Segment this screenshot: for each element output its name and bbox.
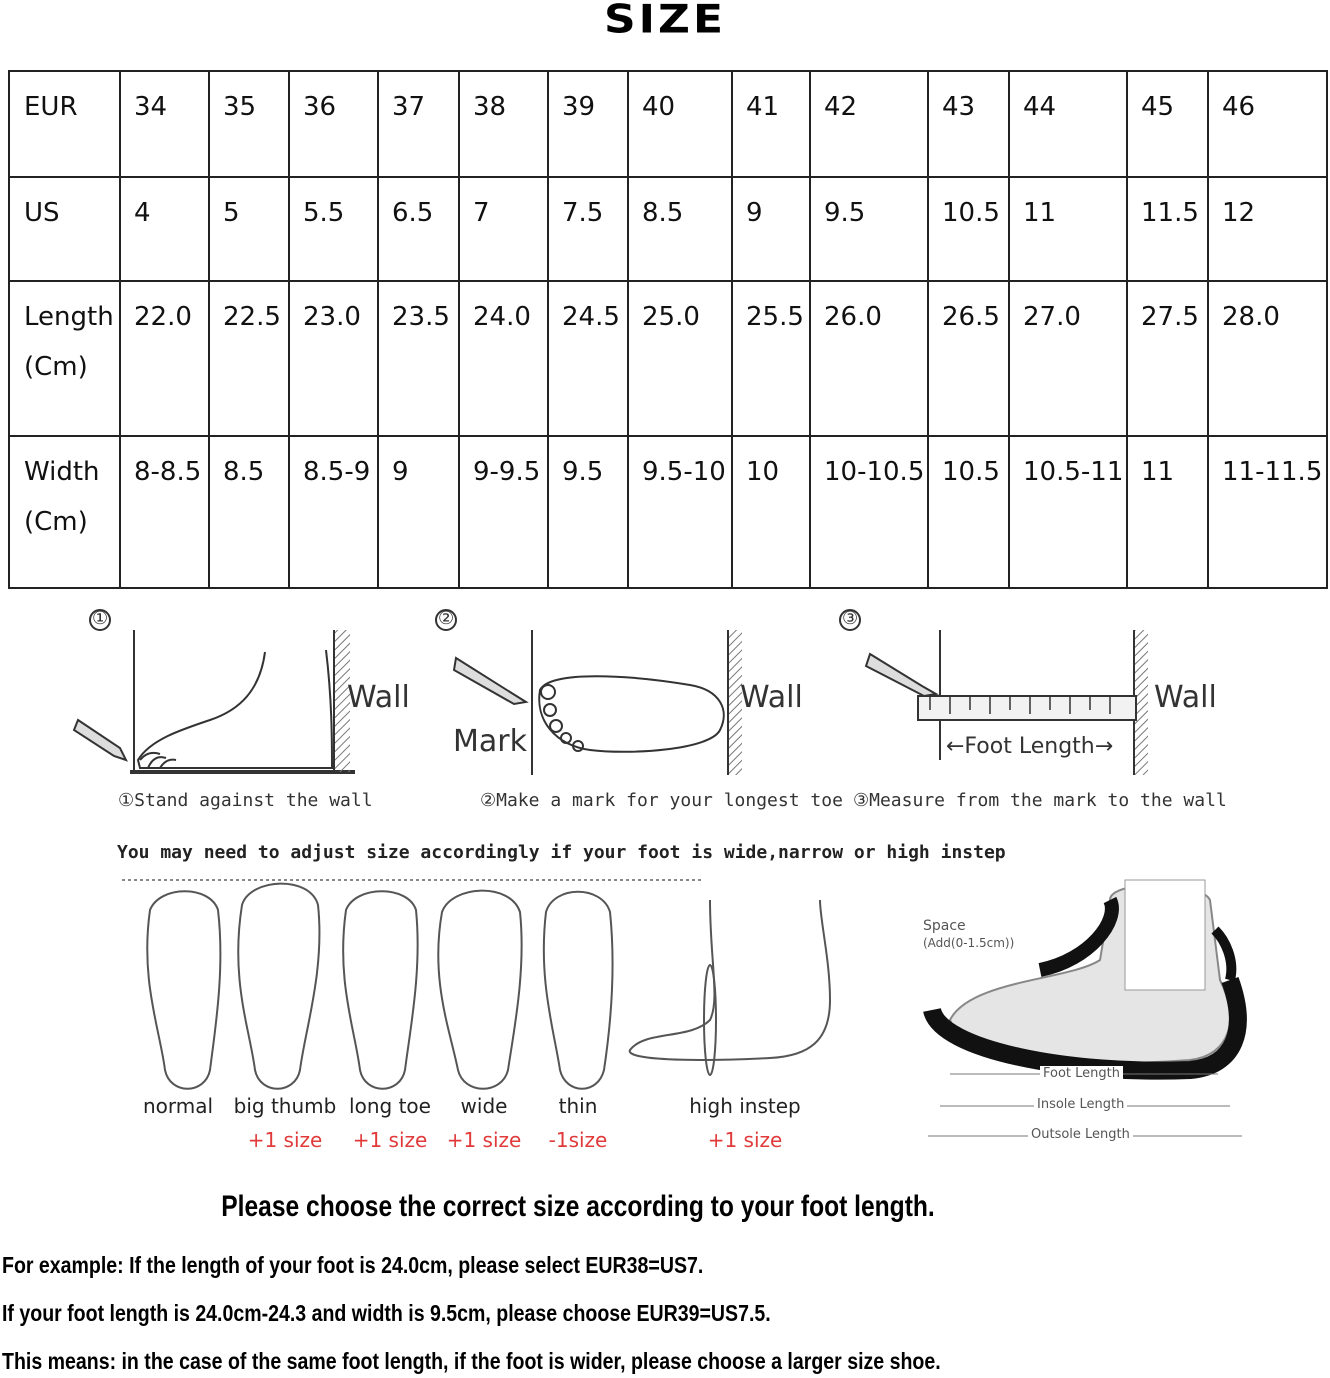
table-cell: 35 xyxy=(209,71,289,177)
table-cell: 4 xyxy=(120,177,209,281)
table-cell: 8.5 xyxy=(628,177,732,281)
foot-length-arrow-label: ←Foot Length→ xyxy=(946,734,1114,759)
step3-number: ③ xyxy=(842,608,859,629)
table-cell: 27.5 xyxy=(1127,281,1208,436)
step1-wall-label: Wall xyxy=(347,680,410,715)
table-cell: 22.5 xyxy=(209,281,289,436)
size-table xyxy=(8,70,1328,589)
step2-number: ② xyxy=(438,608,455,629)
table-cell: 6.5 xyxy=(378,177,459,281)
table-cell: 46 xyxy=(1208,71,1327,177)
row-label-line: US xyxy=(24,198,60,228)
pencil-icon-2 xyxy=(454,658,526,704)
table-cell: 10.5 xyxy=(928,177,1009,281)
foot-type-adjust: +1 size xyxy=(247,1128,323,1152)
table-cell: 37 xyxy=(378,71,459,177)
table-cell: 24.5 xyxy=(548,281,628,436)
table-cell: 10.5-11 xyxy=(1009,436,1127,588)
main-note: Please choose the correct size according to your foot length. xyxy=(221,1190,935,1223)
row-label xyxy=(9,281,120,436)
table-cell: 22.0 xyxy=(120,281,209,436)
foot-type-label: normal xyxy=(142,1094,214,1118)
row-label-line: Width xyxy=(24,457,100,487)
table-cell: 42 xyxy=(810,71,928,177)
shoe-foot-length-label: Foot Length xyxy=(1040,1066,1123,1081)
foot-type-label: long toe xyxy=(349,1094,431,1118)
table-cell: 25.5 xyxy=(732,281,810,436)
shoe-space-label: Space xyxy=(923,918,966,934)
table-cell: 24.0 xyxy=(459,281,548,436)
step1-number: ① xyxy=(92,608,109,629)
row-label xyxy=(9,436,120,588)
foot-type-label: thin xyxy=(558,1094,598,1118)
foot-type-adjust: +1 size xyxy=(352,1128,428,1152)
table-cell: 40 xyxy=(628,71,732,177)
table-cell: 27.0 xyxy=(1009,281,1127,436)
foot-type-adjust: -1size xyxy=(548,1128,608,1152)
foot-type-label: wide xyxy=(460,1094,508,1118)
table-cell: 26.5 xyxy=(928,281,1009,436)
table-cell: 5.5 xyxy=(289,177,378,281)
note-line-3: This means: in the case of the same foot length, if the foot is wider, please choose a larger size shoe. xyxy=(2,1348,941,1374)
table-cell: 11.5 xyxy=(1127,177,1208,281)
table-cell: 7.5 xyxy=(548,177,628,281)
step2-caption: ②Make a mark for your longest toe xyxy=(480,790,843,811)
table-cell: 8-8.5 xyxy=(120,436,209,588)
step2-mark-label: Mark xyxy=(453,724,527,759)
table-cell: 7 xyxy=(459,177,548,281)
table-cell: 39 xyxy=(548,71,628,177)
table-cell: 9 xyxy=(732,177,810,281)
adjust-note: You may need to adjust size accordingly if your foot is wide,narrow or high instep xyxy=(117,842,1006,863)
table-cell: 10.5 xyxy=(928,436,1009,588)
table-cell: 9 xyxy=(378,436,459,588)
pencil-icon-1 xyxy=(74,720,126,760)
shoe-space-add-label: (Add(0-1.5cm)) xyxy=(923,936,1015,950)
pencil-icon-3 xyxy=(866,654,936,696)
shoe-outsole-length-label: Outsole Length xyxy=(1028,1127,1133,1142)
table-cell: 25.0 xyxy=(628,281,732,436)
row-label-line: (Cm) xyxy=(24,352,88,382)
page-title: SIZE xyxy=(603,0,727,43)
table-cell: 9-9.5 xyxy=(459,436,548,588)
note-line-1: For example: If the length of your foot is 24.0cm, please select EUR38=US7. xyxy=(2,1252,704,1278)
table-cell: 26.0 xyxy=(810,281,928,436)
table-cell: 5 xyxy=(209,177,289,281)
step3-wall-label: Wall xyxy=(1154,680,1217,715)
table-row xyxy=(9,71,1327,177)
table-row xyxy=(9,436,1327,588)
row-label-line: (Cm) xyxy=(24,507,88,537)
table-cell: 12 xyxy=(1208,177,1327,281)
row-label xyxy=(9,177,120,281)
foot-type-adjust: +1 size xyxy=(707,1128,783,1152)
table-cell: 9.5 xyxy=(548,436,628,588)
foot-outlines xyxy=(147,884,830,1089)
table-cell: 10-10.5 xyxy=(810,436,928,588)
table-row xyxy=(9,177,1327,281)
measure-steps xyxy=(70,600,1260,1160)
table-cell: 11-11.5 xyxy=(1208,436,1327,588)
table-cell: 36 xyxy=(289,71,378,177)
row-label xyxy=(9,71,120,177)
table-cell: 11 xyxy=(1127,436,1208,588)
table-cell: 23.0 xyxy=(289,281,378,436)
table-cell: 8.5-9 xyxy=(289,436,378,588)
table-cell: 41 xyxy=(732,71,810,177)
step3-caption: ③Measure from the mark to the wall xyxy=(853,790,1227,811)
step2-wall-label: Wall xyxy=(740,680,803,715)
foot-type-adjust: +1 size xyxy=(446,1128,522,1152)
table-row xyxy=(9,281,1327,436)
table-cell: 28.0 xyxy=(1208,281,1327,436)
table-cell: 11 xyxy=(1009,177,1127,281)
foot-type-label: high instep xyxy=(689,1094,801,1118)
table-cell: 8.5 xyxy=(209,436,289,588)
step1-diagram xyxy=(74,610,355,772)
table-cell: 34 xyxy=(120,71,209,177)
table-cell: 38 xyxy=(459,71,548,177)
note-line-2: If your foot length is 24.0cm-24.3 and width is 9.5cm, please choose EUR39=US7.5. xyxy=(2,1300,771,1326)
row-label-line: Length xyxy=(24,302,114,332)
table-cell: 9.5 xyxy=(810,177,928,281)
table-cell: 44 xyxy=(1009,71,1127,177)
foot-type-label: big thumb xyxy=(233,1094,337,1118)
table-cell: 43 xyxy=(928,71,1009,177)
shoe-insole-length-label: Insole Length xyxy=(1034,1097,1127,1112)
step1-caption: ①Stand against the wall xyxy=(118,790,373,811)
table-cell: 23.5 xyxy=(378,281,459,436)
table-cell: 9.5-10 xyxy=(628,436,732,588)
table-cell: 10 xyxy=(732,436,810,588)
row-label-line: EUR xyxy=(24,92,78,122)
table-cell: 45 xyxy=(1127,71,1208,177)
